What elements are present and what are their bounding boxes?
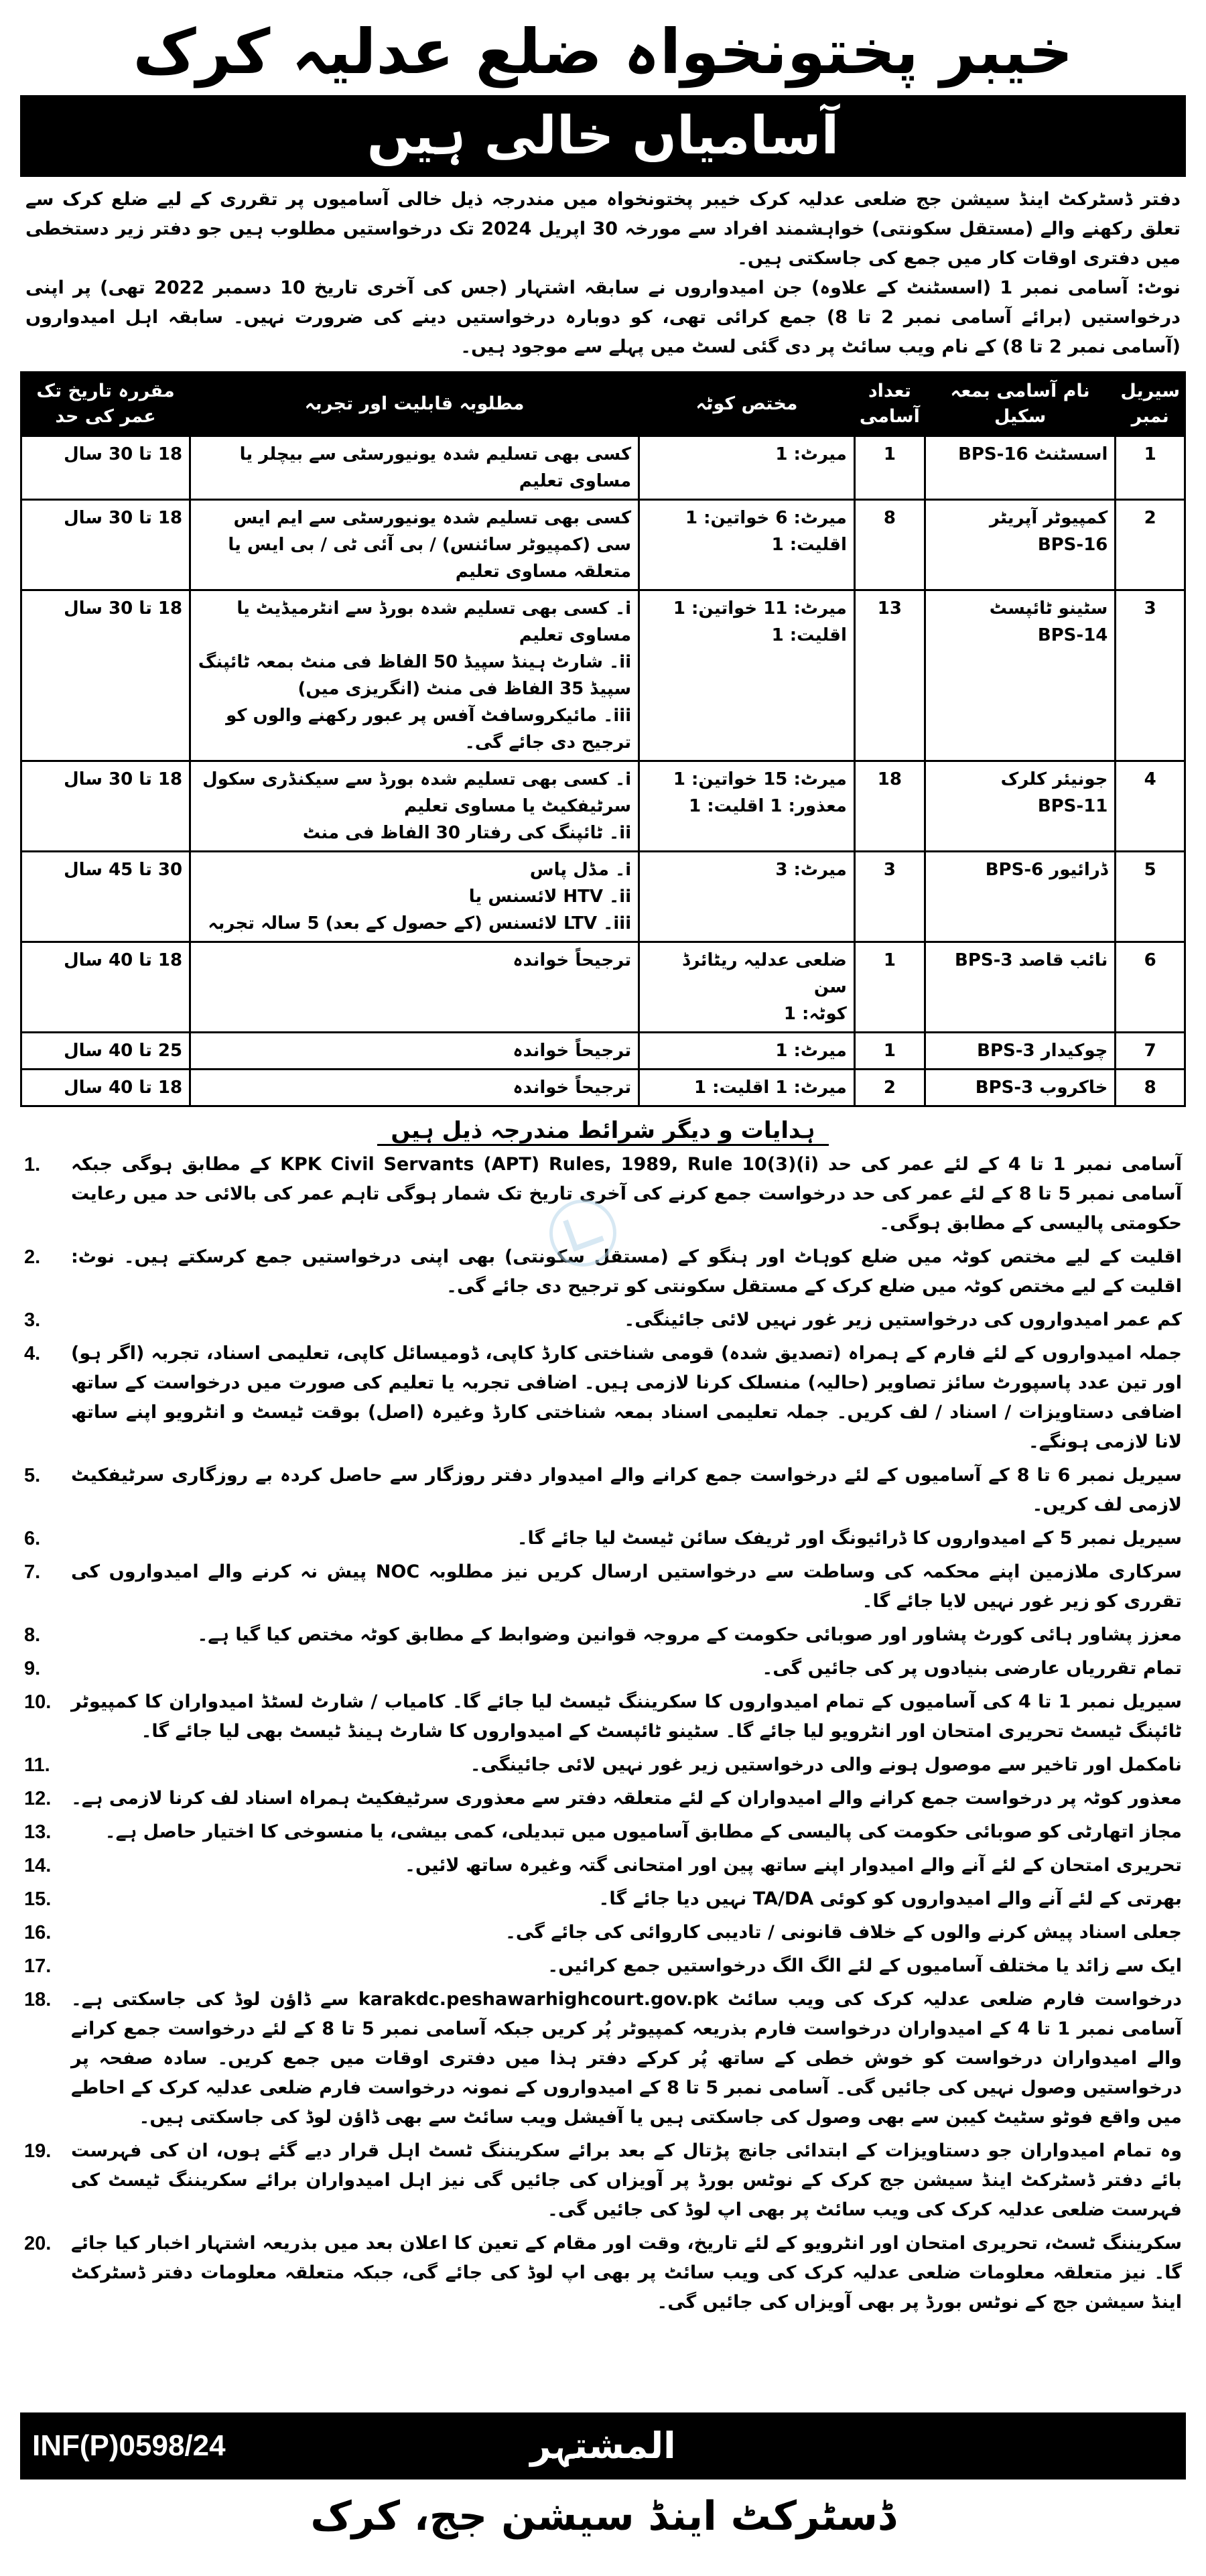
cell-quota	[639, 1033, 855, 1070]
cell-quota	[639, 500, 855, 590]
item-text: معزز پشاور ہائی کورٹ پشاور اور صوبائی حکومت کے مروجہ قوانین وضوابط کے مطابق کوٹہ مختص کیا گیا ہے۔	[197, 1624, 1182, 1645]
qualification-line: ترجیحاً خواندہ	[513, 950, 632, 970]
quota-line: میرٹ: 6 خواتین: 1	[685, 508, 847, 528]
table-row	[21, 761, 1185, 852]
qualification-line: ترجیحاً خواندہ	[513, 1078, 632, 1098]
item-text: تمام تقرریاں عارضی بنیادوں پر کی جائیں گی۔	[762, 1658, 1182, 1679]
list-item	[24, 1851, 1182, 1880]
vacancies-table	[20, 371, 1186, 1107]
list-item	[24, 1620, 1182, 1650]
cell-qualification	[190, 1033, 639, 1070]
quota-line: میرٹ: 11 خواتین: 1	[673, 598, 847, 619]
quota-line: کوٹہ: 1	[783, 1004, 847, 1024]
cell-quota	[639, 436, 855, 500]
footer	[20, 2412, 1186, 2560]
item-number: 2.	[24, 1246, 41, 1268]
item-text: مجاز اتھارٹی کو صوبائی حکومت کی پالیسی کے مطابق آسامیوں میں تبدیلی، کمی بیشی، یا منسوخی کا اختیار حاصل ہے۔	[105, 1821, 1182, 1842]
table-row	[21, 852, 1185, 942]
list-item	[24, 1884, 1182, 1914]
qualification-line: ii۔ شارٹ ہینڈ سپیڈ 50 الفاظ فی منٹ بمعہ ٹائپنگ سپیڈ 35 الفاظ فی منٹ (انگریزی میں)	[198, 652, 632, 699]
item-number: 5.	[24, 1465, 41, 1486]
cell-qualification	[190, 942, 639, 1033]
quota-line: میرٹ: 1	[775, 444, 847, 464]
qualification-line: ii۔ ٹائپنگ کی رفتار 30 الفاظ فی منٹ	[302, 823, 632, 843]
instructions-heading-text: ہدایات و دیگر شرائط مندرجہ ذیل ہیں	[377, 1117, 828, 1146]
item-number: 19.	[24, 2140, 52, 2162]
post-scale: BPS-11	[1037, 796, 1108, 816]
list-item	[24, 1985, 1182, 2132]
item-text: بھرتی کے لئے آنے والے امیدواروں کو کوئی TA/DA نہیں دیا جائے گا۔	[598, 1888, 1182, 1909]
cell-quota	[639, 1070, 855, 1106]
cell-post	[925, 1033, 1116, 1070]
cell-quota	[639, 942, 855, 1033]
list-item	[24, 1654, 1182, 1683]
item-number: 14.	[24, 1855, 52, 1876]
item-number: 3.	[24, 1309, 41, 1331]
cell-count: 8	[854, 500, 925, 590]
cell-age: 18 تا 30 سال	[21, 436, 190, 500]
item-number: 9.	[24, 1658, 41, 1679]
footer-bar	[20, 2412, 1186, 2480]
qualification-line: i۔ مڈل پاس	[529, 860, 632, 880]
cell-serial: 6	[1116, 942, 1185, 1033]
cell-post	[925, 852, 1116, 942]
cell-post	[925, 1070, 1116, 1106]
item-text: سیریل نمبر 5 کے امیدواروں کا ڈرائیونگ اور ٹریفک سائن ٹیسٹ لیا جائے گا۔	[517, 1528, 1182, 1549]
cell-count: 13	[854, 590, 925, 761]
item-number: 18.	[24, 1989, 52, 2010]
item-number: 13.	[24, 1821, 52, 1843]
cell-post	[925, 500, 1116, 590]
cell-count: 1	[854, 1033, 925, 1070]
cell-age: 18 تا 30 سال	[21, 590, 190, 761]
header-quota: مختص کوٹہ	[639, 373, 855, 436]
item-text: کم عمر امیدواروں کی درخواستیں زیر غور نہیں لائی جائینگی۔	[624, 1309, 1182, 1330]
list-item	[24, 1687, 1182, 1746]
table-row	[21, 436, 1185, 500]
post-title: خاکروب	[1039, 1078, 1108, 1098]
post-scale: BPS-3	[975, 1078, 1034, 1098]
item-text: سیریل نمبر 1 تا 4 کی آسامیوں کے تمام امیدواروں کا سکریننگ ٹیسٹ لیا جائے گا۔ کامیاب / شارٹ لسٹڈ امیدواران کا کمپیوٹر ٹائپنگ ٹیسٹ تحریری امتحان اور انٹرویو لیا جائے گا۔ سٹینو ٹائپسٹ کے امیدواروں کا شارٹ ہینڈ ٹیسٹ بھی لیا جائے گا۔	[71, 1691, 1183, 1742]
post-scale: BPS-6	[985, 860, 1044, 880]
header-count: تعداد آسامی	[854, 373, 925, 436]
item-text: ایک سے زائد یا مختلف آسامیوں کے لئے الگ الگ درخواستیں جمع کرائیں۔	[547, 1955, 1182, 1976]
cell-post	[925, 942, 1116, 1033]
quota-line: میرٹ: 1 اقلیت: 1	[694, 1078, 847, 1098]
signer: ڈسٹرکٹ اینڈ سیشن جج، کرک	[310, 2493, 896, 2540]
cell-age: 18 تا 30 سال	[21, 500, 190, 590]
cell-serial: 8	[1116, 1070, 1185, 1106]
quota-line: میرٹ: 1	[775, 1041, 847, 1061]
table-row	[21, 1033, 1185, 1070]
item-number: 1.	[24, 1154, 41, 1175]
cell-count: 1	[854, 942, 925, 1033]
post-title: اسسٹنٹ	[1034, 444, 1108, 464]
cell-quota	[639, 761, 855, 852]
vacancies-banner: آسامیاں خالی ہیں	[20, 95, 1186, 177]
qualification-line: iii۔ مائیکروسافٹ آفس پر عبور رکھنے والوں کو ترجیح دی جائے گی۔	[226, 706, 632, 753]
qualification-line: ii۔ HTV لائسنس یا	[468, 887, 632, 907]
intro-paragraph: دفتر ڈسٹرکٹ اینڈ سیشن جج ضلعی عدلیہ کرک خیبر پختونخواہ میں مندرجہ ذیل خالی آسامیوں پر تقرری کے لیے ضلع کرک سے تعلق رکھنے والے (مستقل سکونتی) خواہشمند افراد سے مورخہ 30 اپریل 2024 تک درخواستیں مطلوب ہیں جو دفتر زیر دستخطی میں دفتری اوقات کار میں جمع کی جاسکتی ہیں۔	[25, 189, 1181, 269]
item-number: 11.	[24, 1754, 50, 1776]
table-row	[21, 942, 1185, 1033]
list-item	[24, 1918, 1182, 1947]
item-text: جملہ امیدواروں کے لئے فارم کے ہمراہ (تصدیق شدہ) قومی شناختی کارڈ کاپی، ڈومیسائل کاپی، تعلیمی اسناد، تجربہ (اگر ہو) اور تین عدد پاسپورٹ سائز تصاویر (حالیہ) منسلک کرنا لازمی ہیں۔ اضافی تجربہ یا تعلیم کی صورت میں درخواست کے ساتھ اضافی دستاویزات / اسناد / لف کریں۔ جملہ تعلیمی اسناد بمعہ شناختی کارڈ وغیرہ (اصل) بوقت ٹیسٹ و انٹرویو اپنے ساتھ لانا لازمی ہونگے۔	[71, 1343, 1182, 1452]
item-number: 15.	[24, 1888, 52, 1910]
cell-count: 2	[854, 1070, 925, 1106]
list-item	[24, 1524, 1182, 1553]
item-text: سیریل نمبر 6 تا 8 کے آسامیوں کے لئے درخواست جمع کرانے والے امیدوار دفتر روزگار سے حاصل کردہ بے روزگاری سرٹیفکیٹ لازمی لف کریں۔	[71, 1465, 1182, 1515]
table-header-row	[21, 373, 1185, 436]
cell-age: 25 تا 40 سال	[21, 1033, 190, 1070]
post-scale: BPS-3	[977, 1041, 1035, 1061]
post-title: سٹینو ٹائپسٹ	[989, 598, 1108, 619]
post-title: کمپیوٹر آپریٹر	[989, 508, 1108, 528]
cell-count: 1	[854, 436, 925, 500]
quota-line: میرٹ: 15 خواتین: 1	[673, 769, 847, 789]
post-scale: BPS-16	[1037, 535, 1108, 555]
cell-qualification	[190, 761, 639, 852]
cell-serial: 4	[1116, 761, 1185, 852]
item-text: اقلیت کے لیے مختص کوٹہ میں ضلع کوہاٹ اور ہنگو کے (مستقل سکونتی) بھی اپنی درخواستیں جمع کرسکتے ہیں۔ نوٹ: اقلیت کے لیے مختص کوٹہ میں ضلع کرک کے مستقل سکونتی کو ترجیح دی جائے گی۔	[71, 1246, 1182, 1297]
item-number: 12.	[24, 1788, 52, 1809]
quota-line: معذور: 1 اقلیت: 1	[689, 796, 847, 816]
watermark-logo-icon	[549, 1200, 616, 1267]
post-title: چوکیدار	[1041, 1041, 1108, 1061]
item-number: 4.	[24, 1343, 41, 1364]
qualification-line: i۔ کسی بھی تسلیم شدہ بورڈ سے سیکنڈری سکول سرٹیفکیٹ یا مساوی تعلیم	[202, 769, 632, 816]
table-row	[21, 1070, 1185, 1106]
item-text: وہ تمام امیدواران جو دستاویزات کے ابتدائی جانچ پڑتال کے بعد برائے سکریننگ ٹسٹ اہل قرار دیے گئے ہوں، ان کی فہرست بائے دفتر ڈسٹرکٹ اینڈ سیشن جج کرک کے نوٹس بورڈ پر آویزاں کی جائیں گی نیز اہل امیدواران برائے سکریننگ ٹیسٹ کی فہرست ضلعی عدلیہ کرک کی ویب سائٹ پر بھی اپ لوڈ کی جائیں گی۔	[71, 2140, 1182, 2220]
item-number: 20.	[24, 2233, 52, 2254]
header-qualification: مطلوبہ قابلیت اور تجربہ	[190, 373, 639, 436]
list-item	[24, 1305, 1182, 1335]
qualification-line: ترجیحاً خواندہ	[513, 1041, 632, 1061]
list-item	[24, 1817, 1182, 1847]
intro-note: نوٹ: آسامی نمبر 1 (اسسٹنٹ کے علاوہ) جن امیدواروں نے سابقہ اشتہار (جس کی آخری تاریخ 10 دسمبر 2022 تھی) پر اپنی درخواستیں (برائے آسامی نمبر 2 تا 8) جمع کرائی تھی، کو دوبارہ درخواستیں دینے کی ضرورت نہیں۔ سابقہ اہل امیدواروں (آسامی نمبر 2 تا 8) کے نام ویب سائٹ پر دی گئی لسٹ میں پہلے سے موجود ہیں۔	[25, 277, 1181, 357]
post-scale: BPS-14	[1037, 625, 1108, 645]
list-item	[24, 1951, 1182, 1981]
cell-qualification	[190, 1070, 639, 1106]
qualification-line: i۔ کسی بھی تسلیم شدہ بورڈ سے انٹرمیڈیٹ یا مساوی تعلیم	[237, 598, 632, 645]
quota-line: اقلیت: 1	[771, 535, 847, 555]
cell-qualification	[190, 590, 639, 761]
list-item	[24, 1784, 1182, 1813]
item-text: سکریننگ ٹسٹ، تحریری امتحان اور انٹرویو کے لئے تاریخ، وقت اور مقام کے تعین کا اعلان بعد میں بذریعہ اشتہار اخبار کیا جائے گا۔ نیز متعلقہ معلومات ضلعی عدلیہ کرک کی ویب سائٹ پر بھی اپ لوڈ کی جائے گی، جبکہ متعلقہ معلومات دفتر ڈسٹرکٹ اینڈ سیشن جج کے نوٹس بورڈ پر بھی آویزاں کی جائیں گی۔	[71, 2233, 1182, 2313]
item-number: 17.	[24, 1955, 52, 1977]
table-row	[21, 500, 1185, 590]
item-text: جعلی اسناد پیش کرنے والوں کے خلاف قانونی / تادیبی کاروائی کی جائے گی۔	[505, 1922, 1182, 1943]
instructions-heading	[20, 1114, 1186, 1147]
intro-section	[25, 185, 1181, 362]
instructions-list	[24, 1150, 1182, 2317]
item-number: 10.	[24, 1691, 52, 1713]
cell-count: 18	[854, 761, 925, 852]
cell-quota	[639, 590, 855, 761]
qualification-line: iii۔ LTV لائسنس (کے حصول کے بعد) 5 سالہ تجربہ	[208, 913, 632, 933]
cell-age: 18 تا 30 سال	[21, 761, 190, 852]
post-scale: BPS-3	[955, 950, 1013, 970]
list-item	[24, 2136, 1182, 2225]
item-number: 7.	[24, 1561, 41, 1583]
header-age-limit: مقررہ تاریخ تک عمر کی حد	[21, 373, 190, 436]
quota-line: اقلیت: 1	[771, 625, 847, 645]
cell-serial: 1	[1116, 436, 1185, 500]
cell-serial: 2	[1116, 500, 1185, 590]
item-number: 8.	[24, 1624, 41, 1646]
cell-age: 30 تا 45 سال	[21, 852, 190, 942]
item-number: 6.	[24, 1528, 41, 1549]
cell-qualification	[190, 436, 639, 500]
cell-serial: 5	[1116, 852, 1185, 942]
cell-post	[925, 590, 1116, 761]
list-item	[24, 1461, 1182, 1520]
cell-qualification	[190, 500, 639, 590]
item-text: آسامی نمبر 1 تا 4 کے لئے عمر کی حد KPK Civil Servants (APT) Rules, 1989, Rule 10(3)(i) کے مطابق ہوگی جبکہ آسامی نمبر 5 تا 8 کے لئے عمر کی حد درخواست جمع کرنے کی آخری تاریخ تک شمار ہوگی تاہم عمر کی بالائی حد میں رعایت حکومتی پالیسی کے مطابق ہوگی۔	[71, 1154, 1182, 1234]
cell-quota	[639, 852, 855, 942]
advertiser-label: المشتہر	[530, 2425, 676, 2467]
item-text: سرکاری ملازمین اپنے محکمہ کی وساطت سے درخواستیں ارسال کریں نیز مطلوبہ NOC پیش نہ کرنے والے امیدواروں کی تقرری کو زیر غور نہیں لایا جائے گا۔	[71, 1561, 1182, 1612]
list-item	[24, 1557, 1182, 1616]
item-text: معذور کوٹہ پر درخواست جمع کرانے والے امیدواران کے لئے متعلقہ دفتر سے معذوری سرٹیفکیٹ ہمراہ اسناد لف کرنا لازمی ہے۔	[71, 1788, 1182, 1809]
item-number: 16.	[24, 1922, 52, 1943]
quota-line: ضلعی عدلیہ ریٹائرڈ سن	[682, 950, 847, 997]
table-row	[21, 590, 1185, 761]
post-title: نائب قاصد	[1018, 950, 1108, 970]
cell-qualification	[190, 852, 639, 942]
page-title: خیبر پختونخواہ ضلع عدلیہ کرک	[133, 16, 1073, 88]
post-scale: BPS-16	[958, 444, 1028, 464]
cell-serial: 7	[1116, 1033, 1185, 1070]
post-title: ڈرائیور	[1049, 860, 1108, 880]
cell-post	[925, 761, 1116, 852]
item-text: تحریری امتحان کے لئے آنے والے امیدوار اپنے ساتھ پین اور امتحانی گتہ وغیرہ ساتھ لائیں۔	[405, 1855, 1182, 1876]
post-title: جونیئر کلرک	[1000, 769, 1108, 789]
header-serial: سیریل نمبر	[1116, 373, 1185, 436]
header-post: نام آسامی بمعہ سکیل	[925, 373, 1116, 436]
cell-serial: 3	[1116, 590, 1185, 761]
list-item	[24, 2229, 1182, 2317]
cell-age: 18 تا 40 سال	[21, 1070, 190, 1106]
item-text: درخواست فارم ضلعی عدلیہ کرک کی ویب سائٹ karakdc.peshawarhighcourt.gov.pk سے ڈاؤن لوڈ کی جاسکتی ہے۔ آسامی نمبر 1 تا 4 کے امیدواران درخواست فارم بذریعہ کمپیوٹر پُر کریں جبکہ آسامی نمبر 5 تا 8 کے لئے درخواست جمع کرانے والے امیدواران درخواست کو خوش خطی کے ساتھ پُر کرکے دفتر ہذا میں دفتری اوقات میں جمع کریں۔ سادہ صفحہ پر درخواستیں وصول نہیں کی جائیں گی۔ آسامی نمبر 5 تا 8 کے امیدواروں کے نمونہ درخواست فارم ضلعی عدلیہ کرک کے احاطے میں واقع فوٹو سٹیٹ کیبن سے بھی وصول کی جاسکتی ہیں یا آفیشل ویب سائٹ سے بھی ڈاؤن لوڈ کی جاسکتی ہیں۔	[71, 1989, 1182, 2128]
cell-post	[925, 436, 1116, 500]
quota-line: میرٹ: 3	[775, 860, 847, 880]
item-text: نامکمل اور تاخیر سے موصول ہونے والی درخواستیں زیر غور نہیں لائی جائینگی۔	[470, 1754, 1182, 1775]
cell-age: 18 تا 40 سال	[21, 942, 190, 1033]
list-item	[24, 1339, 1182, 1457]
qualification-line: کسی بھی تسلیم شدہ یونیورسٹی سے ایم ایس سی (کمپیوٹر سائنس) / بی آئی ٹی / بی ایس یا متعلقہ مساوی تعلیم	[228, 508, 632, 582]
inf-code: INF(P)0598/24	[32, 2429, 226, 2462]
cell-count: 3	[854, 852, 925, 942]
list-item	[24, 1750, 1182, 1780]
table-body	[21, 436, 1185, 1106]
qualification-line: کسی بھی تسلیم شدہ یونیورسٹی سے بیچلر یا مساوی تعلیم	[239, 444, 632, 491]
